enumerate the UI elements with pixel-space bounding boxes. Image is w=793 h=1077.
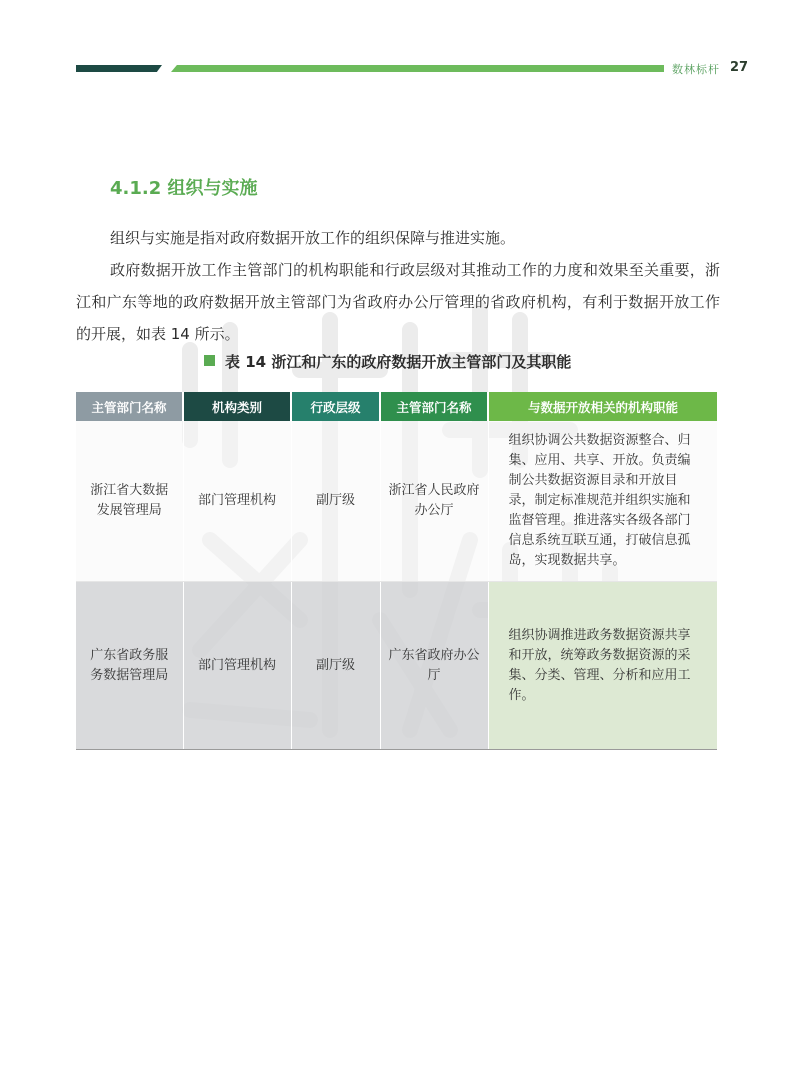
- table-caption: [204, 351, 571, 372]
- table-header-row: [76, 392, 717, 421]
- page-number: 27: [730, 60, 749, 75]
- header-bar-dark: [76, 65, 162, 72]
- table-cell: 广东省政务服务数据管理局: [76, 582, 183, 750]
- table-cell: 广东省政府办公厅: [380, 582, 488, 750]
- table-row: [76, 421, 717, 582]
- header-cell: 主管部门名称: [76, 392, 183, 421]
- header-cell: 行政层级: [291, 392, 380, 421]
- header-cell: 主管部门名称: [380, 392, 488, 421]
- header-cell: 机构类别: [183, 392, 291, 421]
- paragraph-1: 组织与实施是指对政府数据开放工作的组织保障与推进实施。: [110, 229, 516, 247]
- paragraph-2: 政府数据开放工作主管部门的机构职能和行政层级对其推动工作的力度和效果至关重要，浙江和广东等地的政府数据开放主管部门为省政府办公厅管理的省政府机构，有利于数据开放工作的开展，如表 14 所示。: [76, 261, 720, 343]
- table-cell: 部门管理机构: [183, 582, 291, 750]
- table-cell: 部门管理机构: [183, 421, 291, 582]
- caption-square-icon: [204, 355, 215, 366]
- header-cell: 与数据开放相关的机构职能: [488, 392, 717, 421]
- table-cell: 浙江省人民政府办公厅: [380, 421, 488, 582]
- table-cell-description: 组织协调推进政务数据资源共享和开放，统筹政务数据资源的采集、分类、管理、分析和应用工作。: [488, 582, 717, 750]
- table-row: [76, 582, 717, 750]
- table-cell: 浙江省大数据发展管理局: [76, 421, 183, 582]
- caption-text: 表 14 浙江和广东的政府数据开放主管部门及其职能: [225, 353, 572, 371]
- table-cell: 副厅级: [291, 421, 380, 582]
- table-cell-description: 组织协调公共数据资源整合、归集、应用、共享、开放。负责编制公共数据资源目录和开放目录，制定标准规范并组织实施和监督管理。推进落实各级各部门信息系统互联互通，打破信息孤岛，实现数据共享。: [488, 421, 717, 582]
- table-cell: 副厅级: [291, 582, 380, 750]
- department-table: [76, 392, 717, 750]
- header-bar-green: [171, 65, 664, 72]
- header-brand: 数林标杆: [672, 63, 720, 76]
- section-title: 4.1.2 组织与实施: [110, 178, 258, 199]
